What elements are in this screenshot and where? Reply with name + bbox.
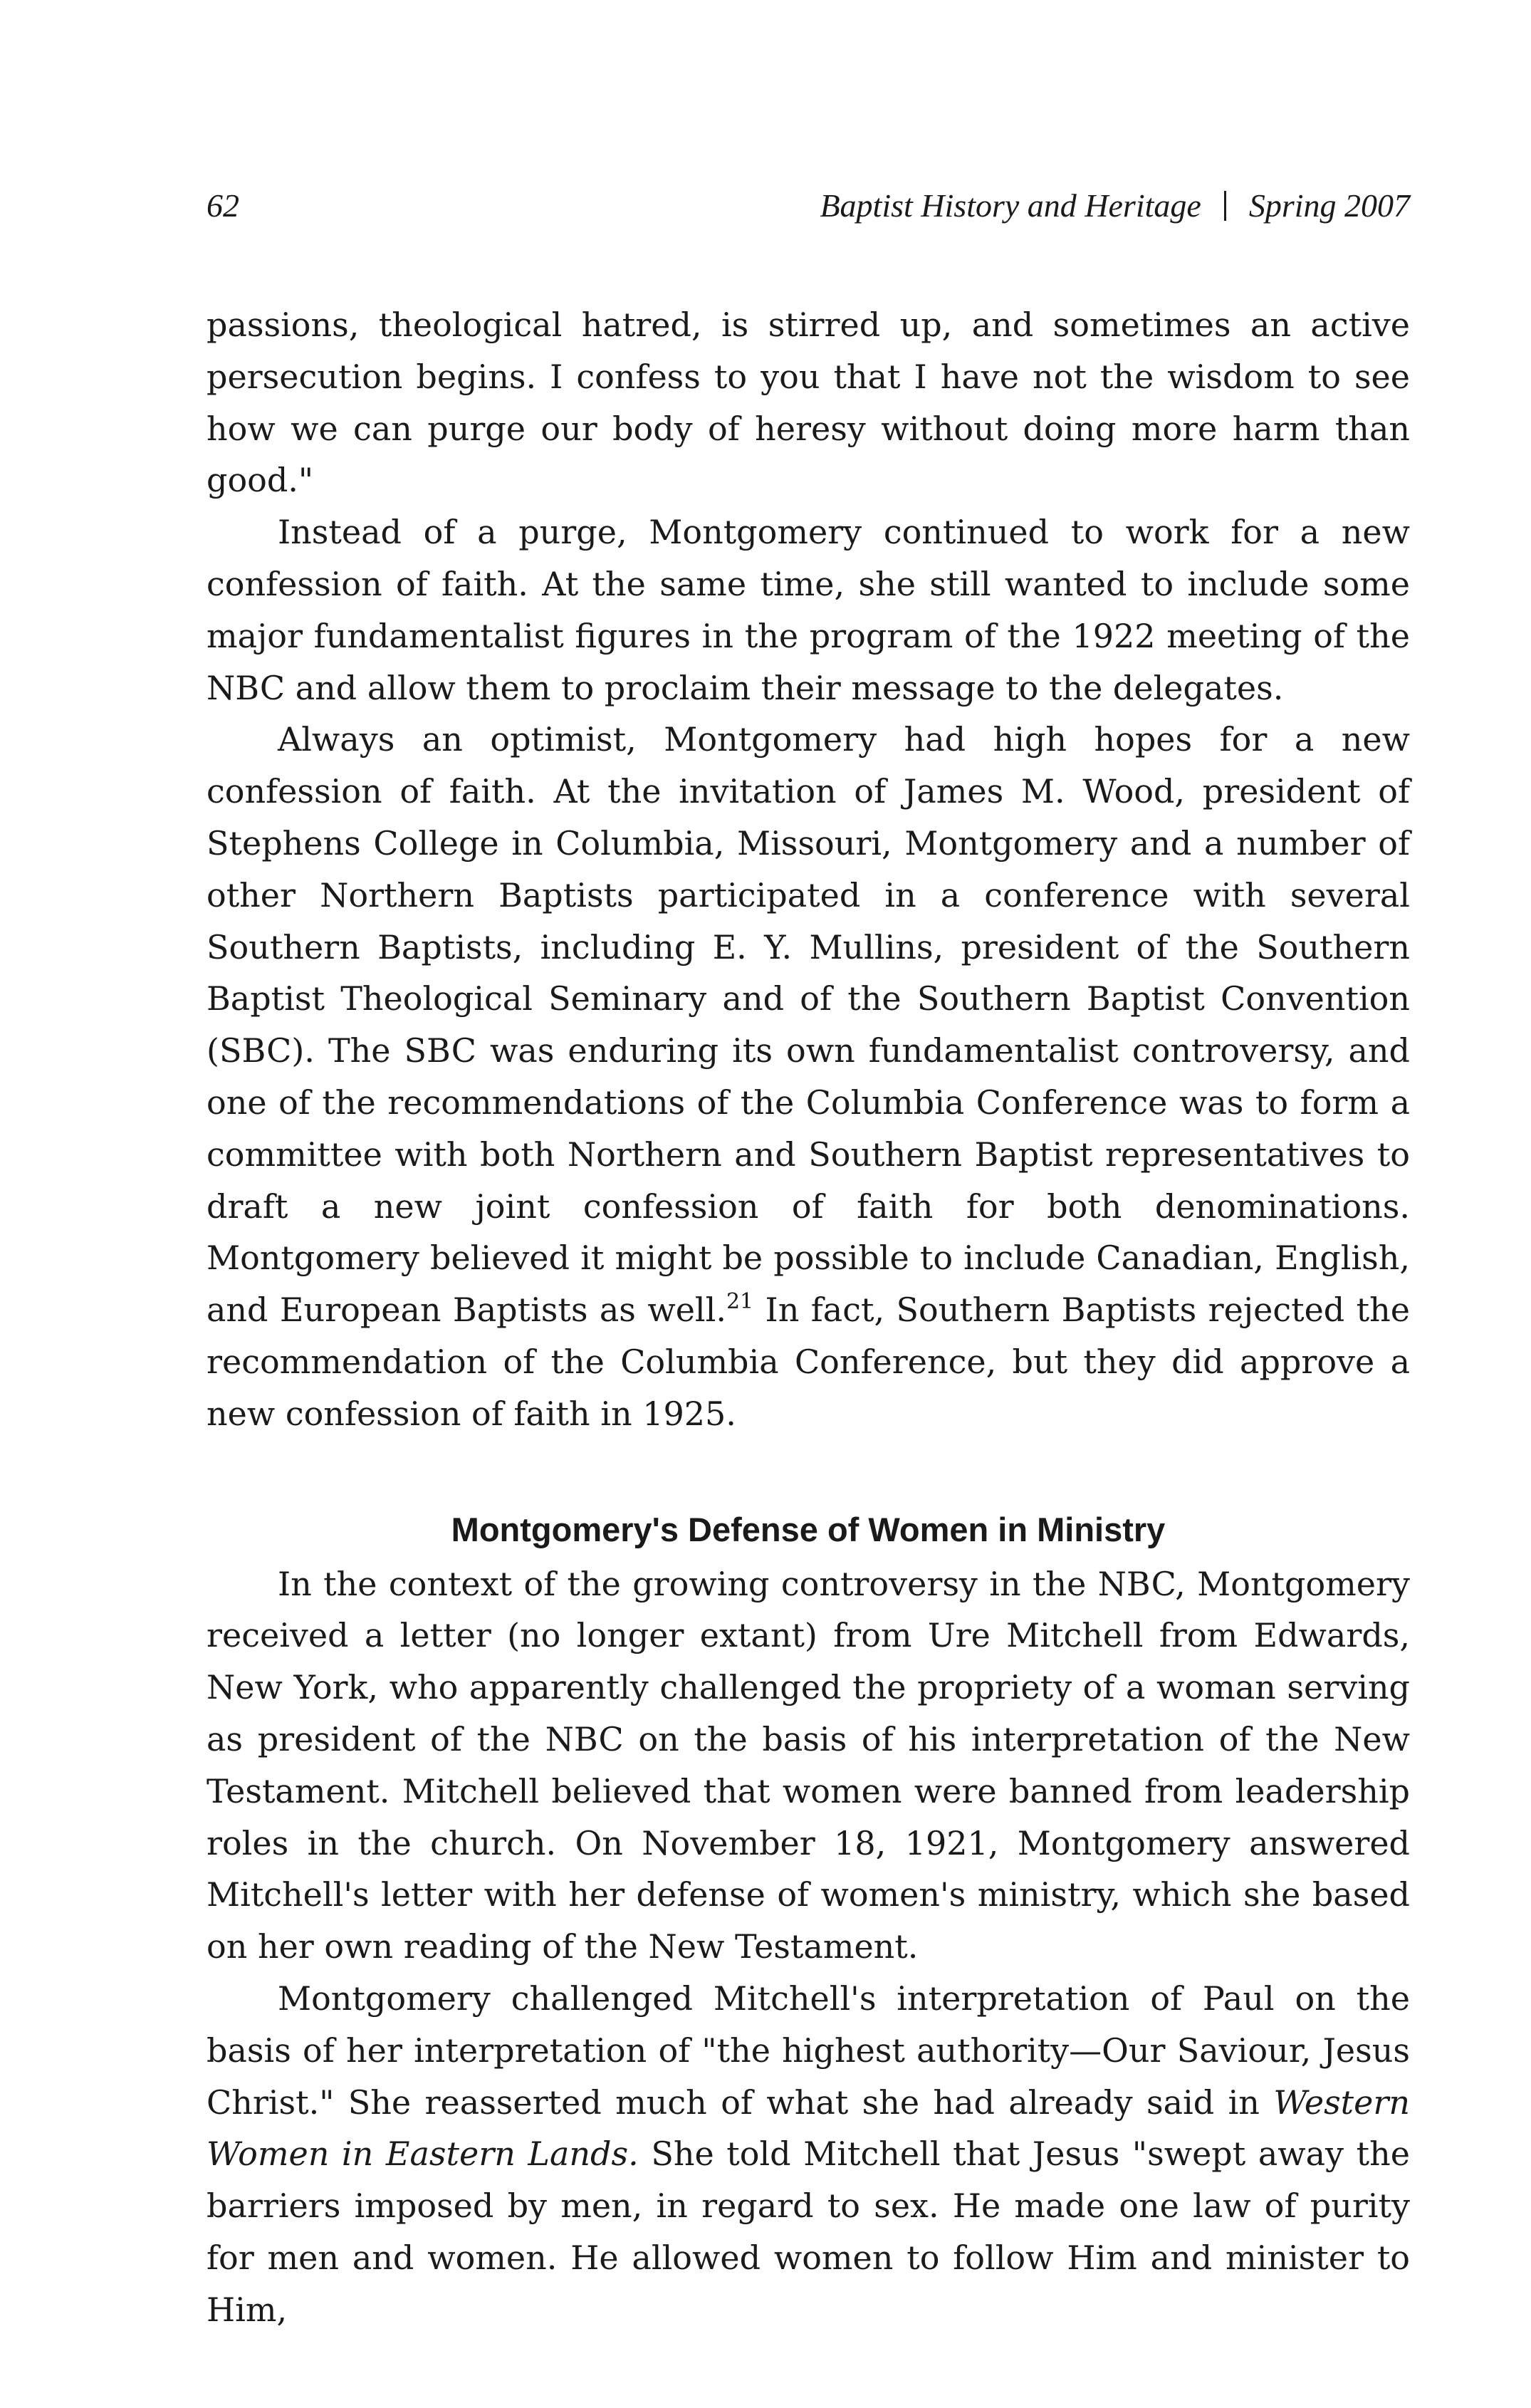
paragraph-text: Always an optimist, Montgomery had high hopes for a new confession of faith. At the invitation of James M. Wood, president of Stephens College in Columbia, Missouri, Montgomery and a number of other Northern Baptists participated in a conference with several Southern Baptists, including E. Y. Mullins, president of the Southern Baptist Theological Seminary and of the Southern Baptist Convention (SBC). The SBC was enduring its own fundamentalist controversy, and one of the recommendations of the Columbia Conference was to form a committee with both Northern and Southern Baptist representatives to draft a new joint confession of faith for both denominations. Montgomery believed it might be possible to include Canadian, English, and European Baptists as well. bbox=[207, 720, 1410, 1330]
journal-info bbox=[820, 187, 1410, 224]
journal-title: Baptist History and Heritage bbox=[820, 187, 1201, 224]
journal-page bbox=[207, 0, 1410, 2408]
article-body bbox=[207, 299, 1410, 2335]
running-head bbox=[207, 187, 1410, 236]
footnote-reference: 21 bbox=[726, 1289, 754, 1315]
paragraph bbox=[207, 714, 1410, 1439]
paragraph-text: In fact, Southern Baptists rejected the recommendation of the Columbia Conference, but they did approve a new confession of faith in 1925. bbox=[207, 1291, 1410, 1433]
paragraph-continued: passions, theological hatred, is stirred up, and sometimes an active persecution begins. I confess to you that I have not the wisdom to see how we can purge our body of heresy without doing more harm than good." bbox=[207, 306, 1410, 500]
book-title: Western Women in Eastern Lands. bbox=[207, 2083, 1410, 2174]
paragraph-text: Montgomery challenged Mitchell's interpretation of Paul on the basis of her interpretation of "the highest authority—Our Saviour, Jesus Christ." She reasserted much of what she had already said in bbox=[207, 1979, 1410, 2122]
paragraph bbox=[207, 1973, 1410, 2336]
header-separator bbox=[1224, 191, 1226, 221]
section-heading: Montgomery's Defense of Women in Ministry bbox=[451, 1510, 1166, 1548]
journal-issue: Spring 2007 bbox=[1248, 187, 1410, 224]
paragraph: Instead of a purge, Montgomery continued to work for a new confession of faith. At the same time, she still wanted to include some major fundamentalist figures in the program of the 1922 meeting of the NBC and allow them to proclaim their message to the delegates. bbox=[207, 513, 1410, 707]
paragraph: In the context of the growing controversy in the NBC, Montgomery received a letter (no longer extant) from Ure Mitchell from Edwards, New York, who apparently challenged the propriety of a woman serving as president of the NBC on the basis of his interpretation of the New Testament. Mitchell believed that women were banned from leadership roles in the church. On November 18, 1921, Montgomery answered Mitchell's letter with her defense of women's ministry, which she based on her own reading of the New Testament. bbox=[207, 1564, 1410, 1966]
page-number: 62 bbox=[207, 187, 239, 224]
paragraph-text: She told Mitchell that Jesus "swept away the barriers imposed by men, in regard to sex. He made one law of purity for men and women. He allowed women to follow Him and minister to Him, bbox=[207, 2135, 1410, 2329]
